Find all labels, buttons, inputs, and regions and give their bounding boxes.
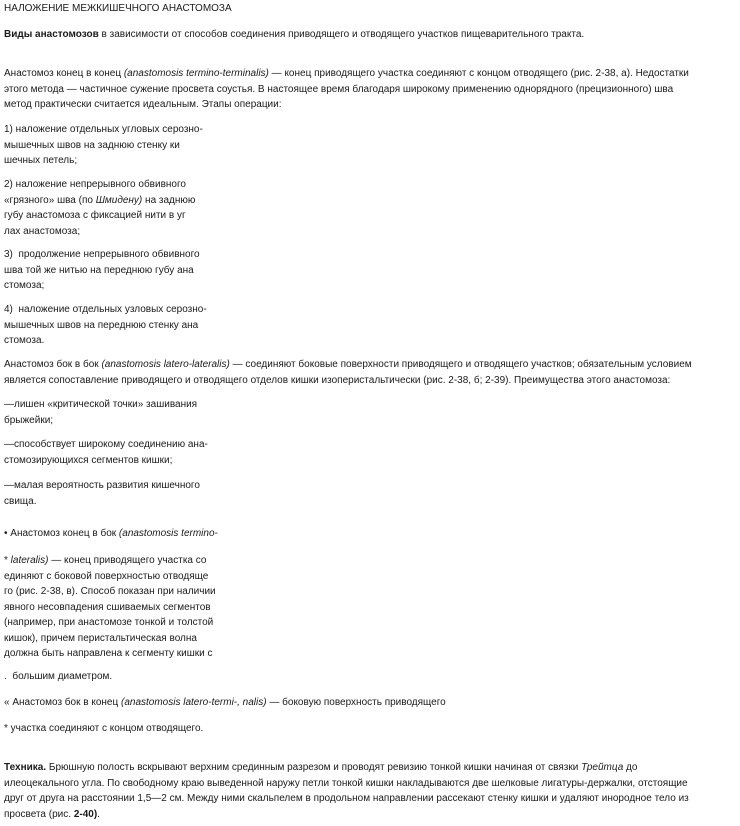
text-line: друг от друга на расстоянии 1,5—2 см. Между ними скальпелем в продольном направлении рассекают стенку кишки и удаляют инородное тело из: [4, 793, 689, 804]
text-fragment: — боковую поверхность приводящего: [266, 697, 446, 708]
text-line: —способствует широкому соединению ана-: [4, 439, 208, 450]
latin-term: (anastomosis termino-terminalis): [123, 68, 269, 79]
side-to-side-paragraph: [4, 357, 734, 388]
text-line: брыжейки;: [4, 414, 54, 426]
latin-term: (anastomosis termino-: [118, 528, 218, 539]
text-fragment: Анастомоз конец в конец: [4, 68, 124, 79]
text-line: (например, при анастомозе тонкой и толстой: [4, 617, 214, 628]
author-name: Трейтца: [581, 762, 624, 773]
text-fragment: — конец приводящего участка со: [48, 555, 207, 566]
text-line: —малая вероятность развития кишечного: [4, 480, 200, 491]
text-line: стомозирующихся сегментов кишки;: [4, 454, 173, 466]
text-line: 3) продолжение непрерывного обвивного: [4, 249, 200, 260]
text-line: этого метода — частичное сужение просвета соустья. В настоящее время благодаря широкому применению однорядного (прецизионного) шва: [4, 83, 674, 95]
advantage-3: [4, 478, 200, 509]
text-line: кишок), причем перистальтическая волна: [4, 632, 197, 644]
advantage-2: [4, 437, 208, 468]
text-line: мышечных швов на заднюю стенку ки: [4, 139, 180, 151]
text-line: 2) наложение непрерывного обвивного: [4, 179, 186, 190]
latin-term: (anastomosis latero-termi-, nalis): [120, 697, 267, 708]
text-fragment: .: [97, 808, 100, 820]
author-name: Шмидену): [95, 194, 143, 206]
text-fragment: Анастомоз бок в бок: [4, 359, 102, 370]
text-line: явного несовпадения сшиваемых сегментов: [4, 601, 211, 613]
operation-step-2: [4, 177, 195, 239]
text-line: единяют с боковой поверхностью отводяще: [4, 570, 209, 582]
text-line: метод практически считается идеальным. Этапы операции:: [4, 99, 282, 110]
operation-step-1: [4, 122, 203, 169]
text-line: лах анастомоза;: [4, 225, 81, 237]
page-title: [4, 1, 232, 17]
side-to-end-continuation: [4, 721, 203, 737]
text-line: губу анастомоза с фиксацией нити в уг: [4, 210, 186, 221]
latin-term: lateralis): [10, 555, 49, 566]
title-text: НАЛОЖЕНИЕ МЕЖКИШЕЧНОГО АНАСТОМОЗА: [4, 3, 232, 14]
operation-step-4: [4, 302, 207, 349]
text-line: го (рис. 2-38, в). Способ показан при наличии: [4, 586, 216, 597]
text-line: * участка соединяют с концом отводящего.: [4, 723, 204, 734]
text-fragment: Брюшную полость вскрывают верхним срединным разрезом и проводят ревизию тонкой кишки начиная от связки: [46, 762, 582, 773]
text-fragment: — конец приводящего участка соединяют с концом отводящего (рис. 2-38, а). Недостатки: [268, 68, 689, 79]
text-fragment: на заднюю: [142, 194, 196, 206]
types-heading: Виды анастомозов: [4, 29, 99, 40]
anastomosis-types-paragraph: [4, 27, 734, 43]
text-line: шечных петель;: [4, 155, 78, 166]
text-line: . большим диаметром.: [4, 671, 113, 682]
text-line: стомоза.: [4, 335, 45, 346]
text-line: мышечных швов на переднюю стенку ана: [4, 319, 199, 331]
text-line: 4) наложение отдельных узловых серозно-: [4, 304, 207, 315]
larger-diameter-line: [4, 669, 112, 685]
types-text: в зависимости от способов соединения приводящего и отводящего участков пищеварительного тракта.: [98, 29, 585, 40]
text-fragment: *: [4, 555, 11, 566]
end-to-end-paragraph: [4, 66, 734, 113]
text-fragment: до: [623, 762, 638, 773]
technique-heading: Техника.: [4, 762, 47, 773]
text-line: илеоцекального угла. По свободному краю выведенной наружу петли тонкой кишки накладываются две шелковые лигатуры-держалки, отстоящие: [4, 777, 688, 789]
latin-term: (anastomosis latero-lateralis): [101, 359, 230, 370]
advantage-1: [4, 397, 197, 428]
end-to-side-heading: [4, 526, 218, 542]
text-line: стомоза;: [4, 280, 45, 291]
text-fragment: просвета (рис.: [4, 808, 74, 820]
text-fragment: « Анастомоз бок в конец: [4, 697, 121, 708]
text-line: должна быть направлена к сегменту кишки с: [4, 648, 213, 659]
text-line: является сопоставление приводящего и отводящего отделов кишки изоперистальтически (рис. 2-38, б; 2-39). Преимущества этого анастомоза:: [4, 374, 671, 386]
text-line: 1) наложение отдельных угловых серозно-: [4, 124, 203, 135]
technique-paragraph: [4, 760, 734, 822]
text-fragment: «грязного» шва (по: [4, 194, 96, 206]
text-line: —лишен «критической точки» зашивания: [4, 399, 198, 410]
text-line: шва той же нитью на переднюю губу ана: [4, 264, 194, 276]
figure-reference: 2-40): [73, 808, 98, 820]
end-to-side-paragraph: [4, 553, 216, 662]
text-line: свища.: [4, 495, 37, 507]
operation-step-3: [4, 247, 200, 294]
text-fragment: • Анастомоз конец в бок: [4, 528, 119, 539]
text-fragment: — соединяют боковые поверхности приводящего и отводящего участков; обязательным условием: [229, 359, 692, 370]
side-to-end-paragraph: [4, 695, 446, 711]
